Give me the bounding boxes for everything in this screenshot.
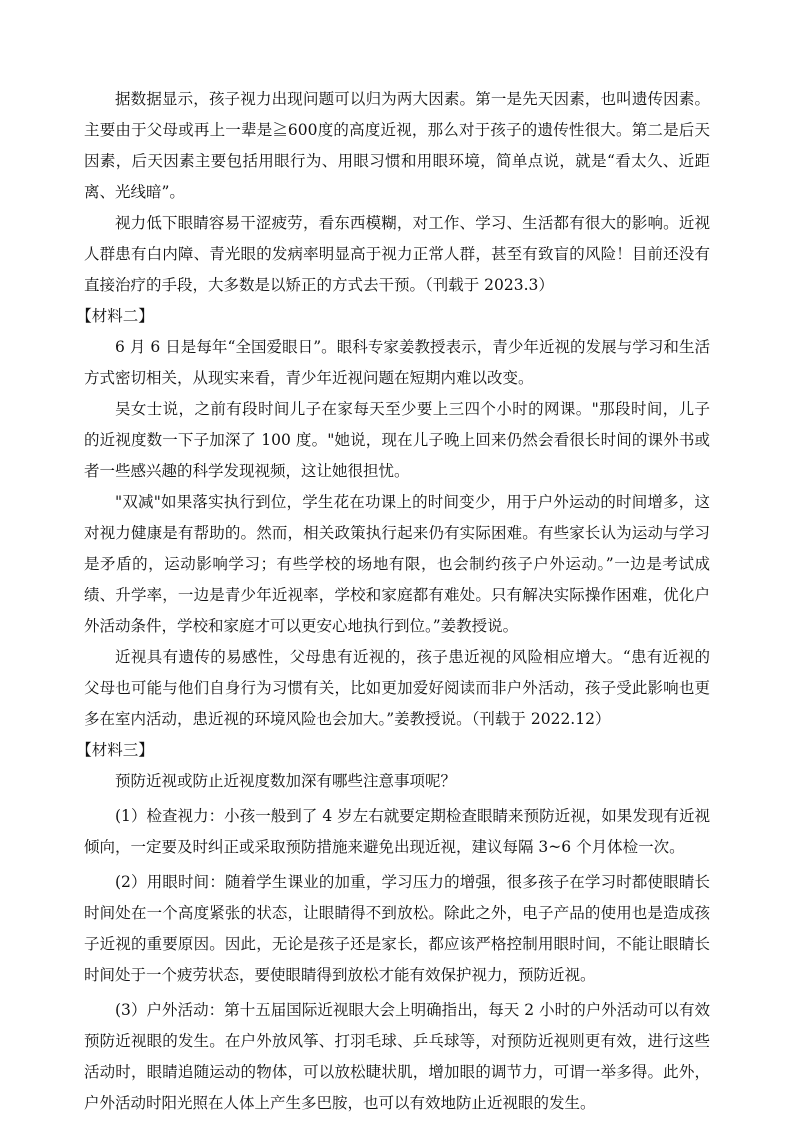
paragraph-vision-impact: 视力低下眼睛容易干涩疲劳，看东西模糊，对工作、学习、生活都有很大的影响。近视人群患有白内障、青光眼的发病率明显高于视力正常人群，甚至有致盲的风险！目前还没有直接治疗的手段，大多数是以矫正的方式去干预。（刊载于 2023.3） [84, 214, 710, 294]
paragraph-eye-care-day: 6 月 6 日是每年“全国爱眼日”。眼科专家姜教授表示，青少年近视的发展与学习和生活方式密切相关，从现实来看，青少年近视问题在短期内难以改变。 [84, 338, 710, 387]
document-page [76, 84, 710, 1119]
paragraph-eye-use-time: (2）用眼时间：随着学生课业的加重，学习压力的增强，很多孩子在学习时都使眼睛长时间处在一个高度紧张的状态，让眼睛得不到放松。除此之外，电子产品的使用也是造成孩子近视的重要原因。因此，无论是孩子还是家长，都应该严格控制用眼时间，不能让眼睛长时间处于一个疲劳状态，要使眼睛得到放松才能有效保护视力，预防近视。 [84, 873, 710, 984]
paragraph-ms-wu: 吴女士说，之前有段时间儿子在家每天至少要上三四个小时的网课。"那段时间，儿子的近视度数一下子加深了 100 度。"她说，现在儿子晚上回来仍然会看很长时间的课外书或者一些感兴趣的科学发现视频，这让她很担忧。 [84, 400, 710, 480]
section-heading-material-2: 【材料二】 [76, 307, 154, 325]
paragraph-outdoor-activity: (3）户外活动：第十五届国际近视眼大会上明确指出，每天 2 小时的户外活动可以有效预防近视眼的发生。在户外放风筝、打羽毛球、乒乓球等，对预防近视则更有效，进行这些活动时，眼睛追随运动的物体，可以放松睫状肌，增加眼的调节力，可谓一举多得。此外，户外活动时阳光照在人体上产生多巴胺，也可以有效地防止近视眼的发生。 [84, 1001, 710, 1112]
paragraph-prevention-question: 预防近视或防止近视度数加深有哪些注意事项呢？ [115, 772, 457, 790]
paragraph-check-vision: (1）检查视力：小孩一般到了 4 岁左右就要定期检查眼睛来预防近视，如果发现有近视倾向，一定要及时纠正或采取预防措施来避免出现近视，建议每隔 3~6 个月体检一次。 [84, 807, 710, 856]
paragraph-double-reduction: "双减"如果落实执行到位，学生花在功课上的时间变少，用于户外运动的时间增多，这对视力健康是有帮助的。然而，相关政策执行起来仍有实际困难。有些家长认为运动与学习是矛盾的，运动影响学习；有些学校的场地有限，也会制约孩子户外运动。”一边是考试成绩、升学率，一边是青少年近视率，学校和家庭都有难处。只有解决实际操作困难，优化户外活动条件，学校和家庭才可以更安心地执行到位。”姜教授说。 [84, 493, 710, 635]
paragraph-heredity: 近视具有遗传的易感性，父母患有近视的，孩子患近视的风险相应增大。“患有近视的父母也可能与他们自身行为习惯有关，比如更加爱好阅读而非户外活动，孩子受此影响也更多在室内活动，患近视的环境风险也会加大。”姜教授说。（刊载于 2022.12） [84, 648, 710, 728]
paragraph-genetic-factors: 据数据显示，孩子视力出现问题可以归为两大因素。第一是先天因素，也叫遗传因素。主要由于父母或再上一辈是≧600度的高度近视，那么对于孩子的遗传性很大。第二是后天因素，后天因素主要包括用眼行为、用眼习惯和用眼环境，简单点说，就是“看太久、近距离、光线暗”。 [84, 90, 710, 201]
section-heading-material-3: 【材料三】 [76, 741, 154, 759]
